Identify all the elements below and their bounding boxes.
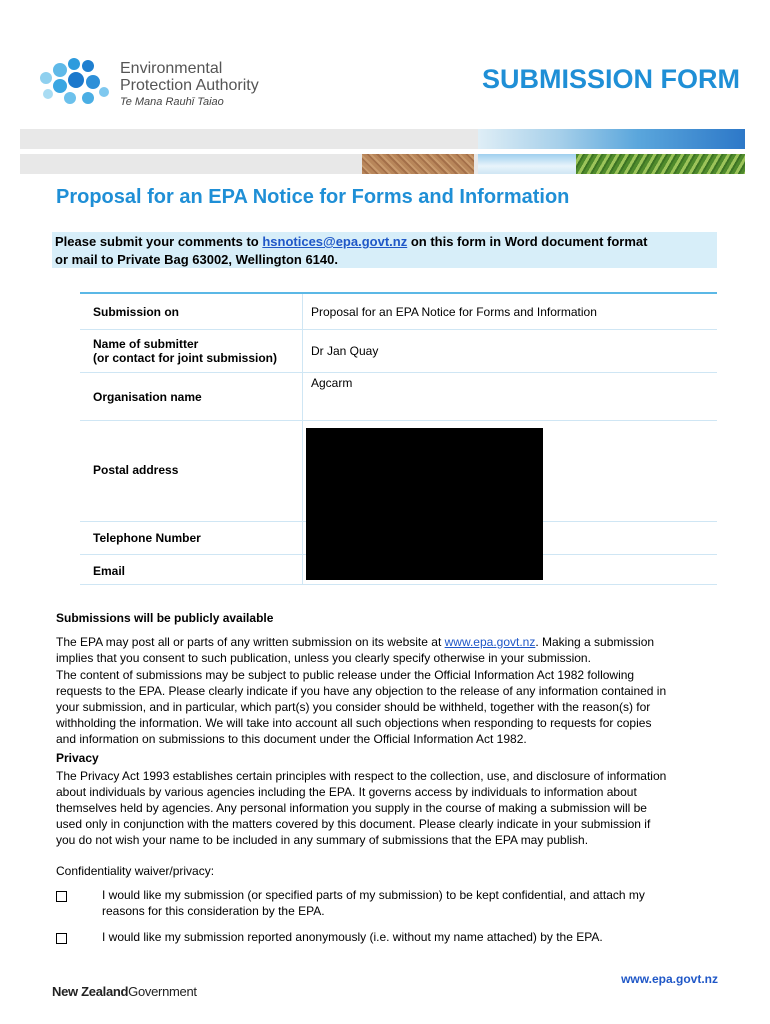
org-name-line1: Environmental [120,60,223,77]
form-title: SUBMISSION FORM [481,64,740,94]
confidentiality-label: Confidentiality waiver/privacy: [56,864,215,878]
instruction-suffix: on this form in Word document format [407,234,648,249]
banner-fern-image [576,154,745,174]
public-p2-line5: and information on submissions to this document under the Official Information Act 1982. [56,732,527,746]
table-row-divider [80,372,717,373]
submission-email-link[interactable]: hsnotices@epa.govt.nz [262,234,408,249]
org-name [120,60,259,111]
nz-government-part2: Government [128,984,197,999]
privacy-line1: The Privacy Act 1993 establishes certain principles with respect to the collection, use, and disclosure of information [56,769,667,783]
anonymous-checkbox[interactable] [56,933,67,944]
confidential-option-line1: I would like my submission (or specified parts of my submission) to be kept confidential, and attach my [102,888,645,902]
table-row-divider [80,329,717,330]
public-p1-text-b: . Making a submission [535,635,655,649]
org-name-line2: Protection Authority [120,77,259,94]
telephone-label: Telephone Number [93,531,201,545]
organisation-value[interactable]: Agcarm [311,376,353,390]
table-column-divider [302,294,303,584]
privacy-line4: used only in conjunction with the matters covered by this document. Please clearly indicate in your submission if [56,817,651,831]
epa-logo-icon [36,56,111,111]
public-paragraph-1 [56,634,726,666]
privacy-line3: themselves held by agencies. Any personal information you supply in the course of making a submission will be [56,801,647,815]
redacted-contact-block [306,428,543,580]
submission-on-value[interactable]: Proposal for an EPA Notice for Forms and Information [311,305,597,319]
instruction-prefix: Please submit your comments to [55,234,263,249]
instruction-mail-line: or mail to Private Bag 63002, Wellington 6140. [55,252,338,267]
submitter-value[interactable]: Dr Jan Quay [311,344,379,358]
confidential-option-text [102,887,722,919]
table-row-divider [80,420,717,421]
banner-sky-image [478,154,576,174]
privacy-line2: about individuals by various agencies including the EPA. It governs access by individuals to information about [56,785,637,799]
public-p1-text-a: The EPA may post all or parts of any written submission on its website at [56,635,445,649]
public-p2-line2: requests to the EPA. Please clearly indicate if you have any objection to the release of any information contained in [56,684,667,698]
banner-sand-image [362,154,474,174]
submitter-label-line1: Name of submitter [93,337,199,351]
privacy-line5: you do not wish your name to be included in any summary of submissions that the EPA may publish. [56,833,589,847]
epa-website-link[interactable]: www.epa.govt.nz [444,635,536,649]
document-title: Proposal for an EPA Notice for Forms and Information [56,186,570,208]
anonymous-option-text: I would like my submission reported anonymously (i.e. without my name attached) by the EPA. [102,930,603,944]
banner-water-image [478,129,745,149]
submission-on-label: Submission on [93,305,180,319]
public-paragraph-2 [56,667,726,747]
confidential-checkbox[interactable] [56,891,67,902]
public-section-heading: Submissions will be publicly available [56,611,274,625]
public-p2-line4: withholding the information. We will take into account all such objections when responding to requests for copies [56,716,652,730]
footer-website-link[interactable]: www.epa.govt.nz [621,972,718,986]
public-p1-line2: implies that you consent to such publication, unless you clearly specify otherwise in your submission. [56,651,591,665]
public-p2-line1: The content of submissions may be subject to public release under the Official Information Act 1982 following [56,668,635,682]
submitter-label-line2: (or contact for joint submission) [93,351,278,365]
nz-government-logo [52,984,197,999]
org-name-maori: Te Mana Rauhī Taiao [120,96,224,108]
table-row-divider [80,584,717,585]
submitter-label [93,337,277,365]
privacy-heading: Privacy [56,751,99,765]
privacy-paragraph [56,768,726,848]
public-p2-line3: your submission, and in particular, which part(s) you consider should be withheld, together with the reason(s) for [56,700,651,714]
postal-address-label: Postal address [93,463,179,477]
nz-government-part1: New Zealand [52,984,129,999]
submission-instructions [52,232,717,268]
organisation-label: Organisation name [93,390,202,404]
email-label: Email [93,564,126,578]
confidential-option-line2: reasons for this consideration by the EPA. [102,904,325,918]
